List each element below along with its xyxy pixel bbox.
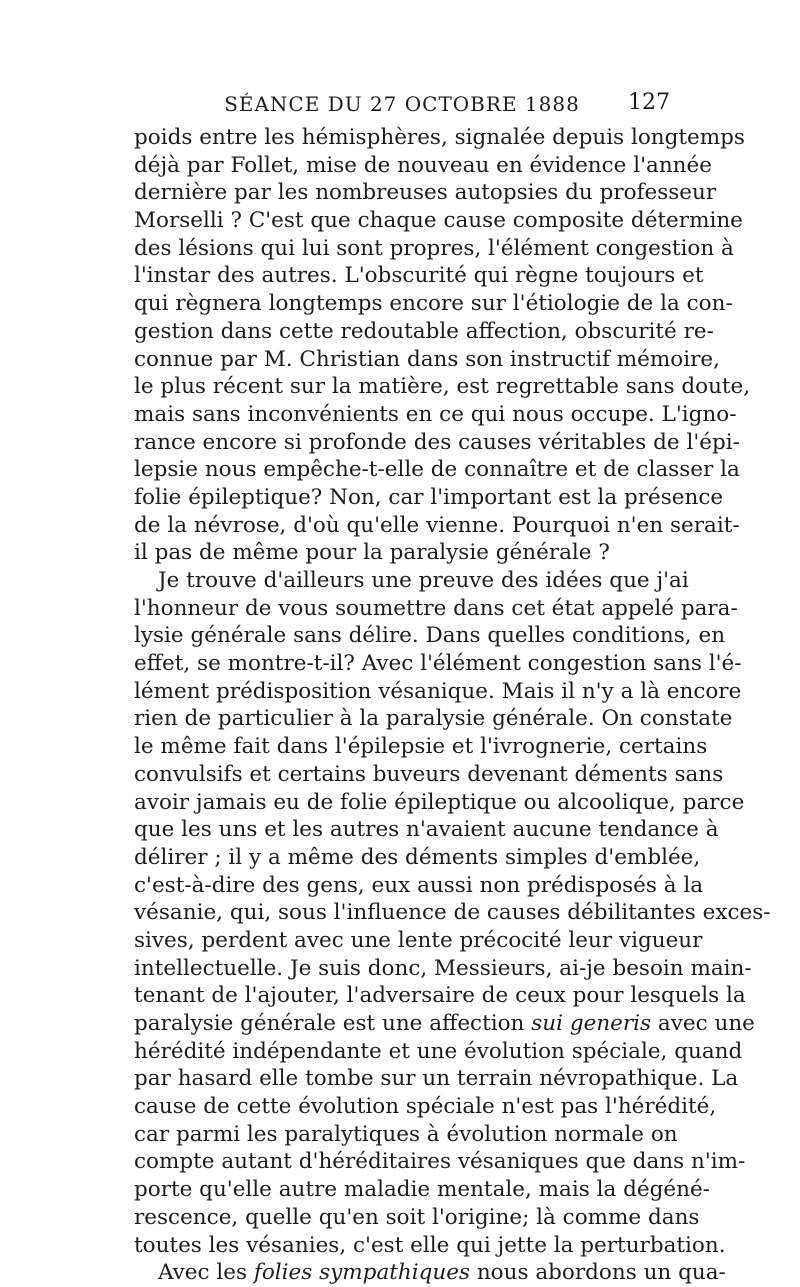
page-header: [132, 90, 672, 120]
text-line: rescence, quelle qu'en soit l'origine; là comme dans: [134, 1204, 700, 1230]
text-line: connue par M. Christian dans son instructif mémoire,: [134, 346, 720, 372]
text-line: c'est-à-dire des gens, eux aussi non prédisposés à la: [134, 872, 704, 898]
text-line: qui règnera longtemps encore sur l'étiologie de la con-: [134, 291, 733, 317]
text-line: hérédité indépendante et une évolution spéciale, quand: [134, 1038, 743, 1064]
text-line: par hasard elle tombe sur un terrain névropathique. La: [134, 1066, 739, 1092]
text-line-with-italic: [134, 1259, 726, 1287]
text-line: intellectuelle. Je suis donc, Messieurs, ai-je besoin main-: [134, 955, 752, 981]
text-line: car parmi les paralytiques à évolution normale on: [134, 1121, 678, 1147]
text-line: folie épileptique? Non, car l'important est la présence: [134, 484, 724, 510]
text-line: que les uns et les autres n'avaient aucune tendance à: [134, 817, 719, 843]
text-line: cause de cette évolution spéciale n'est pas l'hérédité,: [134, 1094, 717, 1120]
text-line: convulsifs et certains buveurs devenant déments sans: [134, 761, 724, 787]
text-line: l'honneur de vous soumettre dans cet état appelé para-: [134, 595, 738, 621]
text-line: vésanie, qui, sous l'influence de causes débilitantes exces-: [134, 900, 771, 926]
paragraph-end-line: il pas de même pour la paralysie générale ?: [134, 540, 610, 566]
text-line: sives, perdent avec une lente précocité leur vigueur: [134, 927, 703, 953]
text-line: déjà par Follet, mise de nouveau en évidence l'année: [134, 152, 712, 178]
text-line: le plus récent sur la matière, est regrettable sans doute,: [134, 374, 751, 400]
text-line: rance encore si profonde des causes véritables de l'épi-: [134, 429, 740, 455]
text-line: effet, se montre-t-il? Avec l'élément congestion sans l'é-: [134, 651, 742, 677]
text-segment: paralysie générale est une affection: [134, 1011, 532, 1036]
paragraph-start-line: Je trouve d'ailleurs une preuve des idées que j'ai: [158, 568, 689, 593]
text-line: lément prédisposition vésanique. Mais il n'y a là encore: [134, 678, 742, 704]
text-line: le même fait dans l'épilepsie et l'ivrognerie, certains: [134, 734, 708, 760]
italic-phrase: sui generis: [531, 1011, 652, 1036]
text-line: délirer ; il y a même des déments simples d'emblée,: [134, 844, 701, 870]
text-line: des lésions qui lui sont propres, l'élément congestion à: [134, 235, 734, 261]
text-line: lysie générale sans délire. Dans quelles conditions, en: [134, 623, 726, 649]
text-line: tenant de l'ajouter, l'adversaire de ceux pour lesquels la: [134, 983, 746, 1009]
text-segment: nous abordons un qua-: [470, 1260, 726, 1286]
text-line: poids entre les hémisphères, signalée depuis longtemps: [134, 125, 745, 150]
text-segment: avec une: [651, 1011, 755, 1036]
text-line: gestion dans cette redoutable affection, obscurité re-: [134, 318, 714, 344]
text-line: porte qu'elle autre maladie mentale, mais la dégéné-: [134, 1177, 710, 1203]
text-line: lepsie nous empêche-t-elle de connaître et de classer la: [134, 457, 740, 483]
page-number: 127: [628, 90, 670, 115]
text-line: Morselli ? C'est que chaque cause composite détermine: [134, 208, 743, 234]
text-line: de la névrose, d'où qu'elle vienne. Pourquoi n'en serait-: [134, 512, 740, 538]
text-line: l'instar des autres. L'obscurité qui règne toujours et: [134, 263, 704, 289]
italic-phrase: folies sympathiques: [253, 1260, 470, 1286]
text-line: mais sans inconvénients en ce qui nous occupe. L'igno-: [134, 401, 737, 427]
text-segment: Avec les: [158, 1260, 254, 1286]
text-line-with-italic: [134, 1010, 755, 1038]
text-line: dernière par les nombreuses autopsies du professeur: [134, 180, 717, 206]
running-head: SÉANCE DU 27 OCTOBRE 1888: [224, 92, 580, 116]
paragraph-end-line: toutes les vésanies, c'est elle qui jette la perturbation.: [134, 1232, 726, 1258]
text-line: avoir jamais eu de folie épileptique ou alcoolique, parce: [134, 789, 745, 815]
text-body: [134, 124, 771, 1287]
text-line: compte autant d'héréditaires vésaniques que dans n'im-: [134, 1149, 746, 1175]
text-line: rien de particulier à la paralysie générale. On constate: [134, 706, 733, 732]
